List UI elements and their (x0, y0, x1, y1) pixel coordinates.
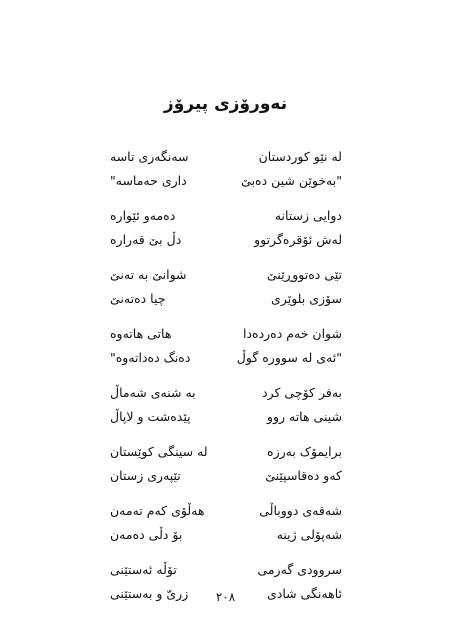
verse-first-hemistich: شەپۆلی ژینە (276, 527, 342, 542)
verse-first-hemistich: برایمۆک بەرزە (267, 444, 342, 459)
verse-first-hemistich: بەفر کۆچی کرد (262, 385, 342, 400)
verse-line (110, 287, 342, 311)
verse-line (110, 558, 342, 582)
verse-first-hemistich: شەقەی دووباڵی (259, 503, 342, 518)
verse-first-hemistich: تێی دەتووڕێنێ (266, 267, 342, 282)
verse-line (110, 464, 342, 488)
verse-second-hemistich: دەمەو ئێوارە (110, 208, 176, 223)
verse-second-hemistich: سەنگەری تاسە (110, 149, 189, 164)
verse-first-hemistich: سروودی گەرمی (257, 562, 342, 577)
stanza (110, 322, 342, 370)
verse-line (110, 169, 342, 193)
verse-second-hemistich: بۆ دڵی دەمەن (110, 527, 183, 542)
verse-second-hemistich: بە شنەی شەماڵ (110, 385, 196, 400)
verse-second-hemistich: هاتی هاتەوە (110, 326, 172, 341)
poem-title: نەورۆزی پیرۆز (163, 94, 288, 114)
verse-line (110, 405, 342, 429)
verse-second-hemistich: دەنگ دەداتەوە" (110, 350, 191, 365)
verse-second-hemistich: دڵ بێ قەرارە (110, 232, 182, 247)
verse-first-hemistich: شوان خەم دەردەدا (242, 326, 342, 341)
verse-line (110, 381, 342, 405)
verse-second-hemistich: هەڵۆی کەم تەمەن (110, 503, 205, 518)
verse-second-hemistich: لە سینگی کوێستان (110, 444, 208, 459)
verse-second-hemistich: چیا دەتەنێ (110, 291, 166, 306)
stanza (110, 145, 342, 193)
stanza (110, 381, 342, 429)
verse-line (110, 228, 342, 252)
verse-line (110, 204, 342, 228)
verse-second-hemistich: تۆڵە ئەستێنی (110, 562, 177, 577)
verse-first-hemistich: کەو دەقاسپێنێ (265, 468, 342, 483)
verse-first-hemistich: "بەخوێن شین دەبێ (241, 173, 342, 188)
verse-first-hemistich: لەش ئۆقرەگرتوو (254, 232, 342, 247)
verse-line (110, 346, 342, 370)
verse-second-hemistich: زریّ و بەستێنی (110, 586, 189, 601)
verse-second-hemistich: تێپەری زستان (110, 468, 181, 483)
stanza (110, 204, 342, 252)
verse-first-hemistich: لە نێو کوردستان (258, 149, 342, 164)
page-number: ٢٠٨ (215, 590, 236, 604)
verse-first-hemistich: دوایی زستانە (274, 208, 342, 223)
verse-first-hemistich: سۆزی بلوێری (271, 291, 342, 306)
verse-second-hemistich: شوانێ بە تەنێ (110, 267, 187, 282)
verse-line (110, 322, 342, 346)
verse-first-hemistich: ئاهەنگی شادی (267, 586, 342, 601)
stanza (110, 263, 342, 311)
verse-line (110, 523, 342, 547)
verse-line (110, 499, 342, 523)
stanza (110, 499, 342, 547)
verse-first-hemistich: "ئەی لە سوورە گوڵ (236, 350, 342, 365)
verse-line (110, 145, 342, 169)
stanza (110, 440, 342, 488)
verse-first-hemistich: شینی هاتە روو (266, 409, 342, 424)
verse-second-hemistich: پێدەشت و لاپاڵ (110, 409, 191, 424)
verse-line (110, 440, 342, 464)
verse-line (110, 263, 342, 287)
verse-second-hemistich: داری حەماسە" (110, 173, 187, 188)
